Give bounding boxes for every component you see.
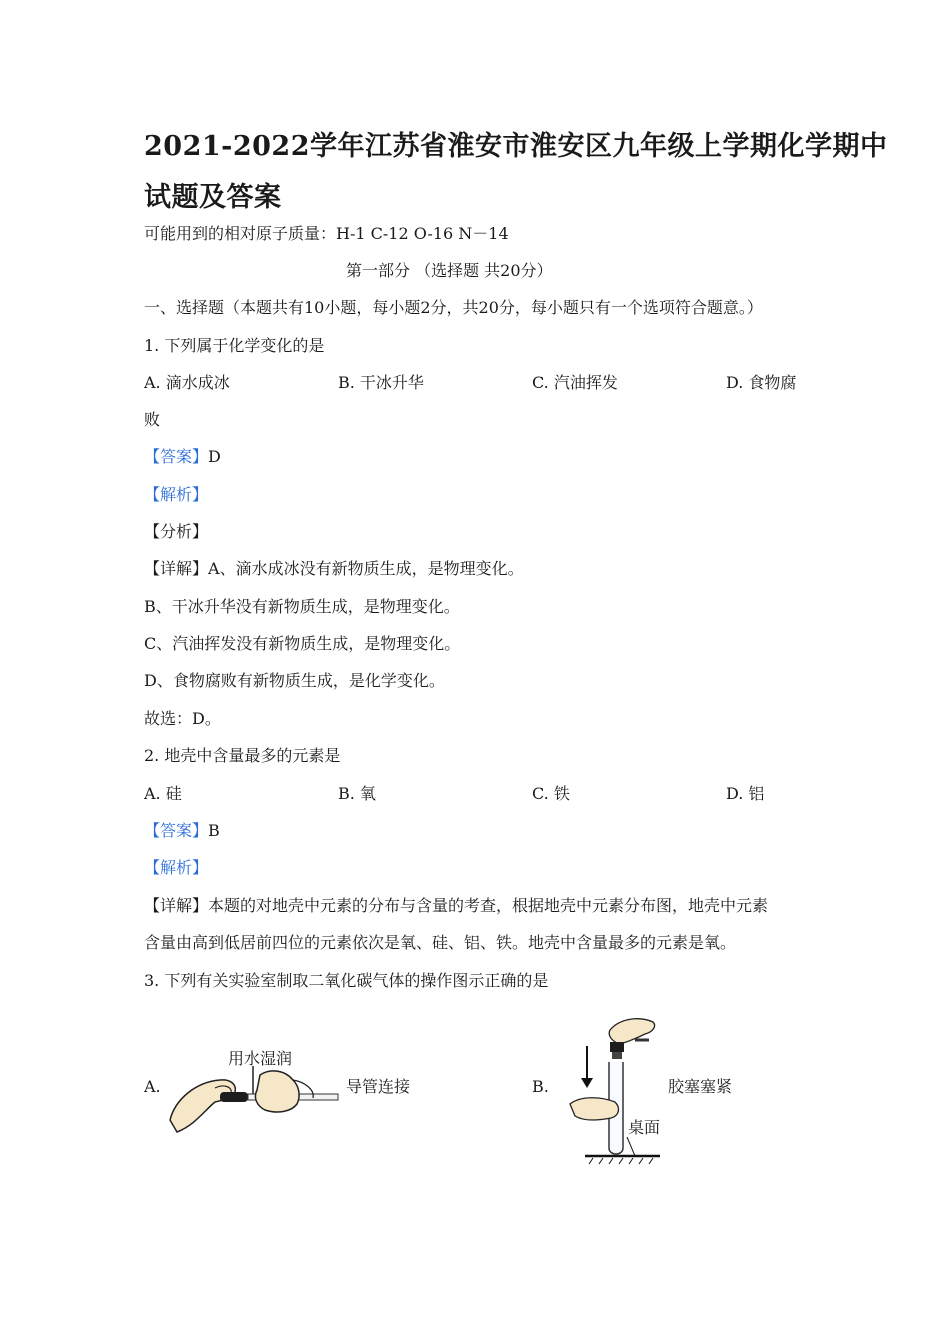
q2-stem: 2. 地壳中含量最多的元素是	[144, 746, 341, 765]
q2-detail-line2: 含量由高到低居前四位的元素依次是氧、硅、铝、铁。地壳中含量最多的元素是氧。	[144, 933, 737, 952]
q1-detail-line1	[144, 559, 524, 579]
q1-option-b: B. 干冰升华	[338, 373, 424, 392]
q1-answer-tag: 【答案】	[144, 447, 209, 466]
q2-option-a: A. 硅	[144, 784, 182, 803]
part1-heading: 第一部分 （选择题 共20分）	[346, 261, 553, 280]
q1-answer-line	[144, 447, 221, 467]
q2-detail-tag: 【详解】	[144, 896, 209, 915]
q2-option-d: D. 铝	[726, 784, 765, 803]
q2-answer-value: B	[208, 821, 220, 840]
atomic-masses: 可能用到的相对原子质量：H-1 C-12 O-16 N－14	[144, 224, 509, 243]
q2-answer-line	[144, 821, 220, 841]
q3-option-a-image-label: 用水湿润	[228, 1049, 293, 1068]
q2-option-c: C. 铁	[532, 784, 570, 803]
section1-heading: 一、选择题（本题共有10小题，每小题2分，共20分，每小题只有一个选项符合题意。）	[144, 298, 763, 317]
q1-option-c: C. 汽油挥发	[532, 373, 618, 392]
q1-option-d: D. 食物腐	[726, 373, 797, 392]
q1-detail-b: B、干冰升华没有新物质生成，是物理变化。	[144, 597, 460, 616]
q3-option-b-image-label: 桌面	[628, 1118, 661, 1137]
q3-option-b-letter: B.	[532, 1077, 549, 1096]
document-title-line2: 试题及答案	[144, 182, 282, 213]
q1-detail-a: A、滴水成冰没有新物质生成，是物理变化。	[208, 559, 524, 578]
q1-option-a: A. 滴水成冰	[144, 373, 230, 392]
q1-fenxi-tag: 【分析】	[144, 522, 209, 541]
q2-option-b: B. 氧	[338, 784, 376, 803]
q1-option-d-wrap: 败	[144, 410, 161, 429]
q1-detail-tag: 【详解】	[144, 559, 209, 578]
stopper-insertion-illustration	[565, 1012, 665, 1167]
q1-conclusion: 故选：D。	[144, 709, 221, 728]
q1-analysis-tag: 【解析】	[144, 485, 209, 504]
q2-analysis-tag: 【解析】	[144, 858, 209, 877]
q1-detail-d: D、食物腐败有新物质生成，是化学变化。	[144, 671, 445, 690]
q2-detail-line1	[144, 896, 768, 916]
q3-stem: 3. 下列有关实验室制取二氧化碳气体的操作图示正确的是	[144, 971, 549, 990]
q2-detail-text1: 本题的对地壳中元素的分布与含量的考查，根据地壳中元素分布图，地壳中元素	[208, 896, 769, 915]
q1-stem: 1. 下列属于化学变化的是	[144, 336, 325, 355]
q1-detail-c: C、汽油挥发没有新物质生成，是物理变化。	[144, 634, 461, 653]
q3-option-b-text: 胶塞塞紧	[668, 1077, 733, 1096]
q3-option-a-letter: A.	[144, 1077, 161, 1096]
q3-option-a-text: 导管连接	[346, 1077, 411, 1096]
document-title-line1: 2021-2022学年江苏省淮安市淮安区九年级上学期化学期中	[144, 131, 888, 162]
q2-answer-tag: 【答案】	[144, 821, 209, 840]
q1-answer-value: D	[208, 447, 221, 466]
